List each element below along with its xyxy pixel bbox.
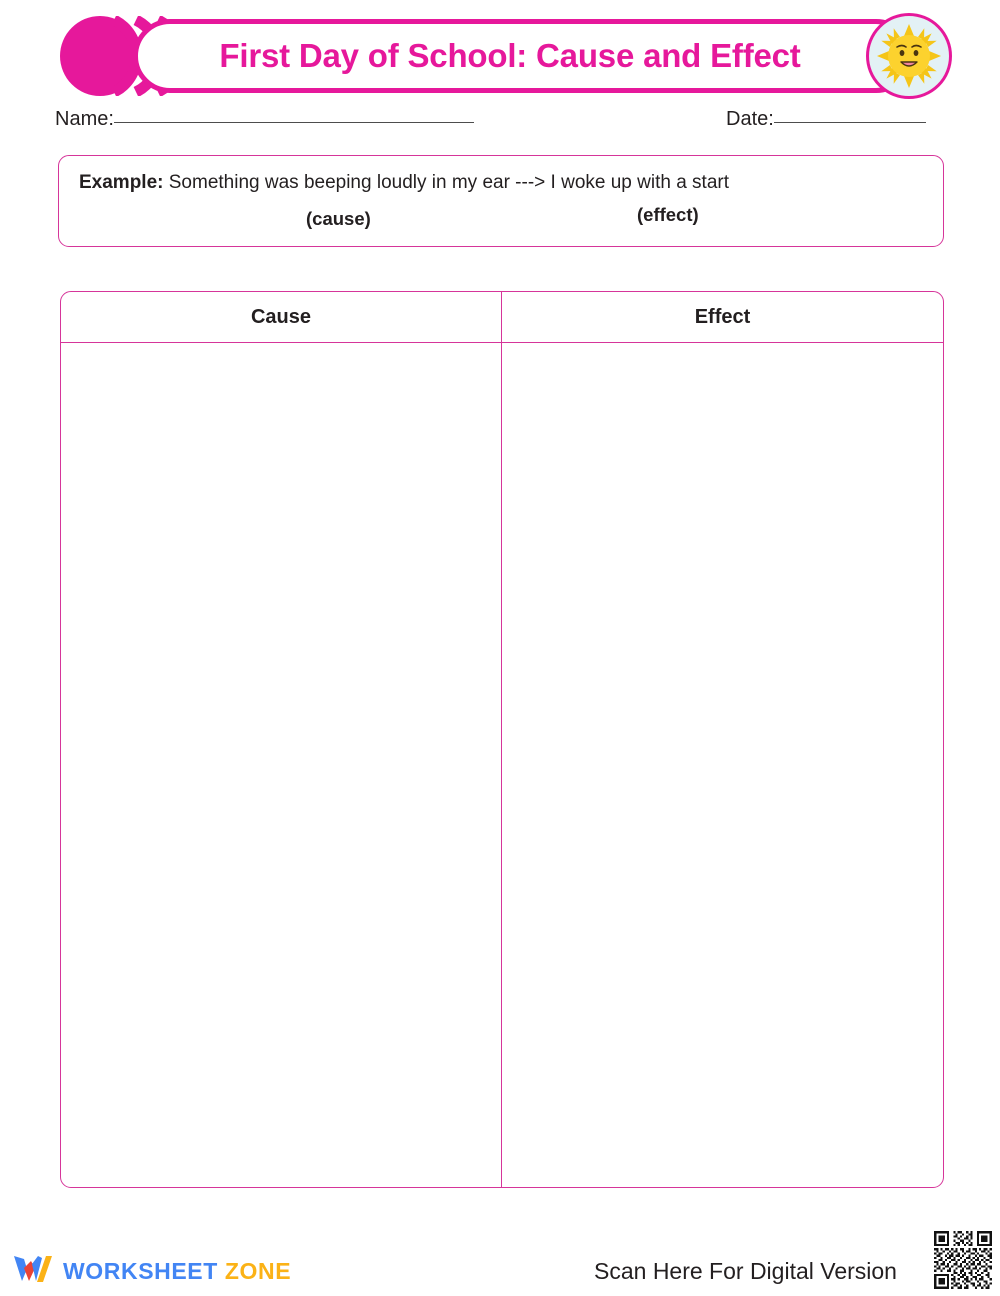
header-banner xyxy=(0,0,1000,110)
date-input[interactable] xyxy=(774,122,926,123)
example-sentence xyxy=(79,172,729,194)
table-header-row xyxy=(61,292,943,343)
table-column-header-cause: Cause xyxy=(61,292,502,342)
name-field-group[interactable] xyxy=(55,108,474,131)
table-column-header-effect: Effect xyxy=(694,305,751,328)
qr-code-icon[interactable] xyxy=(932,1229,994,1291)
worksheet-zone-logo[interactable] xyxy=(12,1254,291,1289)
example-sentence-text: Something was beeping loudly in my ear ---> I woke up with a start xyxy=(163,172,730,193)
example-lead-label: Example: xyxy=(79,172,164,193)
student-info-row xyxy=(0,108,1000,142)
scan-caption: Scan Here For Digital Version xyxy=(594,1258,897,1284)
table-body-row xyxy=(61,343,943,1187)
brand-word-zone: ZONE xyxy=(224,1258,292,1284)
example-effect-label: (effect) xyxy=(637,204,699,225)
example-box xyxy=(58,155,944,247)
date-label: Date: xyxy=(726,108,774,130)
name-input[interactable] xyxy=(114,122,474,123)
date-field-group[interactable] xyxy=(726,108,926,131)
cause-effect-table xyxy=(60,291,944,1188)
brand-word-worksheet: WORKSHEET xyxy=(63,1258,218,1284)
footer-bar xyxy=(0,1226,1000,1294)
table-answer-area-effect[interactable] xyxy=(502,343,943,1187)
worksheet-zone-w-logo-icon xyxy=(12,1254,54,1289)
table-answer-area-cause[interactable] xyxy=(61,343,502,1187)
name-label: Name: xyxy=(55,108,114,130)
brand-wordmark xyxy=(63,1258,291,1285)
page-title: First Day of School: Cause and Effect xyxy=(219,37,801,74)
example-cause-label: (cause) xyxy=(306,208,371,229)
sun-emoji-icon xyxy=(866,13,952,99)
